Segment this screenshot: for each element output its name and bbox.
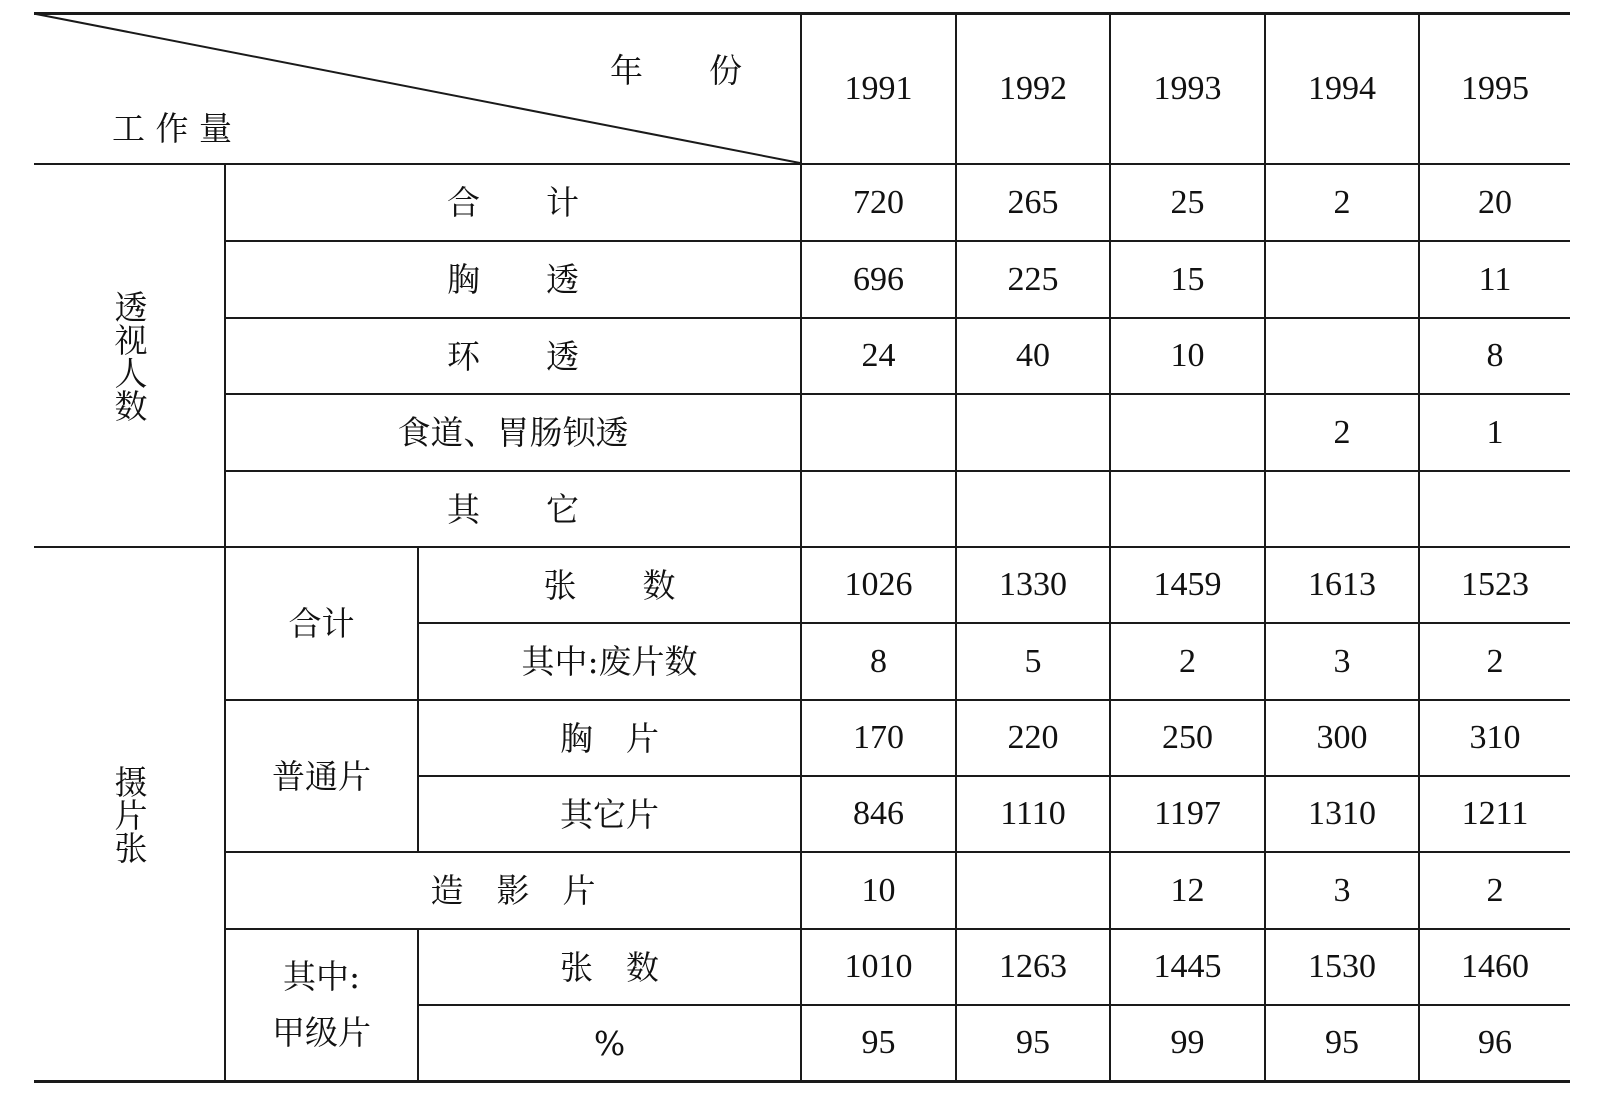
- table-cell: [957, 395, 1109, 470]
- table-cell: 1530: [1308, 948, 1376, 985]
- table-cell: 2: [1486, 871, 1504, 909]
- subgroup-label-grade-a-line2: 甲级片: [272, 1013, 371, 1052]
- row-label: 其 它: [447, 489, 579, 529]
- table-cell: 265: [1007, 183, 1059, 221]
- table-cell: [1266, 472, 1418, 546]
- row-label: 其中:废片数: [521, 642, 698, 681]
- table-cell: 1445: [1153, 948, 1222, 985]
- year-header: 1991: [844, 69, 913, 107]
- table-cell: [1111, 395, 1264, 470]
- table-cell: [957, 853, 1109, 928]
- table-cell: 225: [1007, 260, 1059, 298]
- table-cell: 310: [1469, 719, 1521, 756]
- table-cell: 1026: [844, 566, 913, 603]
- table-cell: 1110: [1000, 795, 1066, 832]
- year-header: 1992: [999, 69, 1067, 107]
- row-label: 胸 片: [560, 718, 659, 758]
- row-label: %: [593, 1023, 626, 1063]
- table-cell: 8: [1486, 337, 1504, 374]
- table-cell: 1523: [1461, 566, 1529, 603]
- table-cell: 1263: [999, 948, 1067, 985]
- table-cell: 1197: [1154, 795, 1221, 832]
- table-cell: 696: [853, 260, 904, 298]
- table-cell: 5: [1024, 642, 1042, 680]
- table-cell: [1266, 242, 1418, 317]
- year-axis-header: 年 份: [610, 51, 742, 90]
- table-cell: 20: [1478, 183, 1512, 221]
- table-cell: 40: [1016, 337, 1050, 374]
- table-cell: [1420, 472, 1570, 546]
- table-cell: 96: [1478, 1024, 1512, 1061]
- table-cell: [802, 472, 955, 546]
- table-cell: 11: [1478, 260, 1512, 298]
- table-cell: 2: [1486, 642, 1504, 680]
- table-cell: 24: [861, 337, 896, 374]
- subgroup-label-total: 合计: [288, 604, 355, 643]
- table-cell: 1010: [844, 948, 913, 985]
- table-cell: [802, 395, 955, 470]
- table-bottom-rule: [34, 1080, 1570, 1083]
- table-cell: 12: [1170, 871, 1205, 909]
- table-cell: 2: [1179, 642, 1196, 680]
- table-cell: 8: [870, 642, 887, 680]
- table-cell: 15: [1170, 260, 1205, 298]
- table-cell: 1330: [999, 566, 1067, 603]
- group-label-fluoroscopy: 透视人数: [109, 289, 149, 422]
- year-header: 1993: [1153, 69, 1222, 107]
- subgroup-label-grade-a-line1: 其中:: [282, 956, 361, 996]
- row-label: 造 影 片: [430, 871, 596, 910]
- table-cell: 300: [1316, 719, 1368, 756]
- table-cell: 3: [1333, 642, 1351, 680]
- table-cell: 1459: [1153, 566, 1222, 603]
- table-cell: 170: [853, 719, 904, 756]
- table-cell: 3: [1333, 871, 1351, 909]
- table-cell: 95: [1016, 1024, 1050, 1061]
- year-header: 1994: [1308, 69, 1376, 107]
- table-cell: 25: [1170, 183, 1205, 221]
- table-cell: 2: [1333, 183, 1351, 221]
- workload-axis-header: 工 作 量: [112, 109, 232, 148]
- row-label: 其它片: [560, 794, 659, 834]
- table-cell: 1613: [1308, 566, 1376, 603]
- table-cell: 10: [861, 871, 896, 909]
- row-label: 胸 透: [447, 260, 579, 299]
- table-cell: [1266, 319, 1418, 393]
- year-header: 1995: [1461, 69, 1529, 107]
- row-label: 张 数: [560, 947, 659, 987]
- group-label-radiography: 摄片张: [109, 764, 149, 864]
- table-cell: 720: [853, 183, 904, 221]
- table-cell: 250: [1162, 719, 1213, 756]
- table-cell: 95: [1325, 1024, 1359, 1061]
- table-cell: 99: [1170, 1024, 1205, 1061]
- table-cell: [1111, 472, 1264, 546]
- table-cell: 1460: [1461, 948, 1529, 985]
- table-cell: 10: [1170, 337, 1205, 374]
- table-cell: 1310: [1308, 795, 1376, 832]
- subgroup-label-grade-a: [226, 930, 417, 1080]
- row-label: 合 计: [447, 183, 579, 222]
- table-cell: 1211: [1461, 795, 1529, 832]
- subgroup-label-ordinary: 普通片: [272, 756, 371, 796]
- table-cell: 2: [1333, 413, 1351, 451]
- row-label: 食道、胃肠钡透: [397, 413, 629, 452]
- table-cell: 220: [1007, 719, 1059, 756]
- row-label: 张 数: [543, 565, 676, 605]
- table-cell: 1: [1486, 413, 1504, 451]
- table-cell: [957, 472, 1109, 546]
- table-cell: 846: [853, 795, 904, 832]
- table-cell: 95: [861, 1024, 896, 1061]
- row-label: 环 透: [447, 336, 579, 376]
